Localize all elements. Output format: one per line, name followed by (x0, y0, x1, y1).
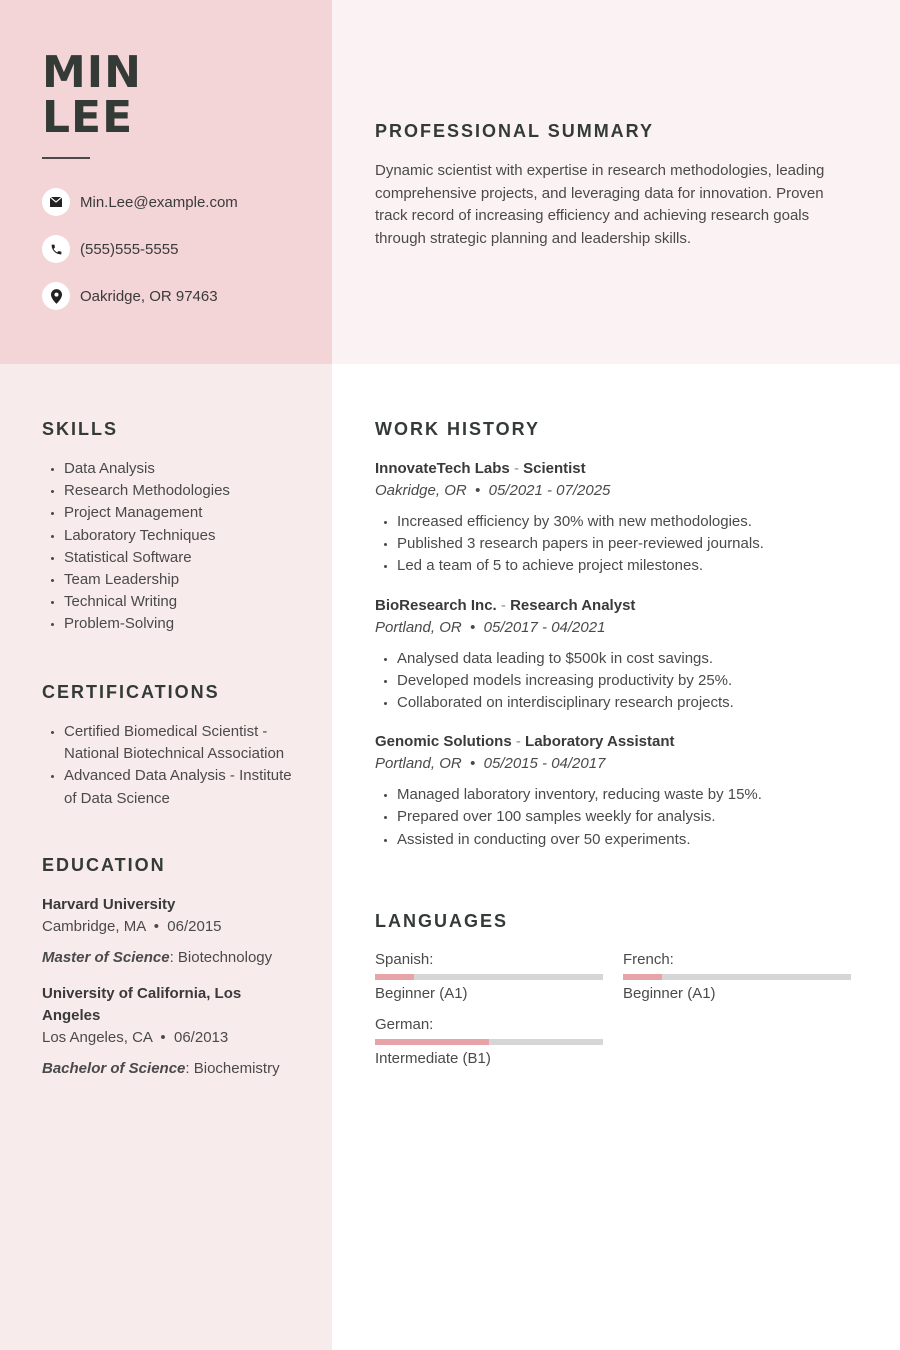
list-item: • Increased efficiency by 30% with new methodologies. (397, 511, 855, 533)
job-title: BioResearch Inc. - Research Analyst (375, 596, 636, 614)
name-divider (42, 157, 90, 159)
list-item: • Certified Biomedical Scientist - National Biotechnical Association (64, 721, 302, 765)
first-name: MIN (42, 47, 142, 98)
school-location: Cambridge, MA (42, 918, 146, 935)
certifications-list (42, 721, 302, 810)
graduation-date: 06/2013 (174, 1029, 229, 1046)
language-name: German: (375, 1016, 434, 1033)
job-entry (375, 595, 855, 715)
language-name: Spanish: (375, 951, 434, 968)
degree (42, 1058, 302, 1080)
list-item: • Collaborated on interdisciplinary research projects. (397, 692, 855, 714)
job-dates: 05/2015 - 04/2017 (483, 755, 606, 773)
job-entry (375, 458, 855, 578)
list-item: • Assisted in conducting over 50 experiments. (397, 829, 855, 851)
language-level: Beginner (A1) (623, 985, 716, 1002)
degree-field: : Biotechnology (169, 949, 273, 966)
school-location-date: Cambridge, MA • 06/2015 (42, 918, 222, 935)
summary-text: Dynamic scientist with expertise in research methodologies, leading comprehensive projects, and leveraging data for innovation. Proven track record of increasing efficiency and achieving research goals through strategic planning and leadership skills. (375, 162, 825, 247)
job-meta: Portland, OR • 05/2017 - 04/2021 (375, 618, 606, 636)
contact-phone[interactable] (42, 234, 238, 264)
list-item: • Data Analysis (64, 458, 302, 480)
school-location: Los Angeles, CA (42, 1029, 153, 1046)
proficiency-bar (375, 1039, 603, 1045)
language-item (375, 1015, 603, 1070)
certifications-section (42, 682, 302, 810)
list-item: • Analysed data leading to $500k in cost savings. (397, 648, 855, 670)
education-section (42, 855, 302, 1094)
education-entry (42, 894, 302, 969)
list-item: • Developed models increasing productivity by 25%. (397, 670, 855, 692)
job-location: Portland, OR (375, 755, 462, 773)
candidate-name (42, 47, 142, 143)
school-name: Harvard University (42, 896, 176, 913)
job-bullets (375, 648, 855, 715)
list-item: • Laboratory Techniques (64, 525, 302, 547)
list-item: • Led a team of 5 to achieve project milestones. (397, 555, 855, 577)
proficiency-fill (375, 1039, 489, 1045)
job-title: Genomic Solutions - Laboratory Assistant (375, 733, 675, 751)
languages-grid (375, 950, 855, 1070)
email-text: Min.Lee@example.com (80, 193, 238, 211)
job-bullets (375, 784, 855, 851)
list-item: • Technical Writing (64, 591, 302, 613)
job-location: Oakridge, OR (375, 482, 467, 499)
professional-summary (375, 121, 845, 250)
list-item: • Prepared over 100 samples weekly for analysis. (397, 806, 855, 828)
skills-heading: SKILLS (42, 419, 119, 439)
job-bullets (375, 511, 855, 578)
phone-text: (555)555-5555 (80, 240, 179, 258)
job-role: Scientist (523, 460, 586, 477)
list-item: • Project Management (64, 502, 302, 524)
location-text: Oakridge, OR 97463 (80, 287, 218, 305)
company-name: BioResearch Inc. (375, 596, 497, 614)
skills-section (42, 419, 302, 636)
proficiency-fill (375, 974, 414, 980)
summary-heading: PROFESSIONAL SUMMARY (375, 121, 655, 141)
list-item: • Published 3 research papers in peer-reviewed journals. (397, 533, 855, 555)
list-item: • Research Methodologies (64, 480, 302, 502)
list-item: • Advanced Data Analysis - Institute of Data Science (64, 765, 302, 809)
phone-icon (42, 235, 70, 263)
job-dates: 05/2021 - 07/2025 (488, 482, 611, 499)
envelope-icon (42, 188, 70, 216)
job-role: Research Analyst (510, 596, 636, 614)
degree (42, 947, 302, 969)
job-entry (375, 731, 855, 851)
graduation-date: 06/2015 (167, 918, 222, 935)
contact-info (42, 187, 238, 328)
last-name: LEE (42, 92, 134, 143)
job-location: Portland, OR (375, 618, 462, 636)
map-pin-icon (42, 282, 70, 310)
list-item: • Problem-Solving (64, 613, 302, 635)
language-level: Beginner (A1) (375, 985, 468, 1002)
work-history-heading: WORK HISTORY (375, 419, 541, 439)
school-name: University of California, Los Angeles (42, 985, 242, 1024)
education-heading: EDUCATION (42, 855, 166, 875)
proficiency-bar (375, 974, 603, 980)
list-item: • Team Leadership (64, 569, 302, 591)
degree-field: : Biochemistry (185, 1060, 280, 1077)
job-meta: Oakridge, OR • 05/2021 - 07/2025 (375, 482, 611, 499)
language-item (375, 950, 603, 1005)
degree-type: Master of Science (42, 949, 170, 966)
languages-section (375, 911, 855, 1070)
proficiency-fill (623, 974, 662, 980)
certifications-heading: CERTIFICATIONS (42, 682, 220, 702)
list-item: • Statistical Software (64, 547, 302, 569)
languages-heading: LANGUAGES (375, 911, 509, 931)
degree-type: Bachelor of Science (42, 1060, 186, 1077)
proficiency-bar (623, 974, 851, 980)
language-name: French: (623, 951, 674, 968)
skills-list (42, 458, 302, 636)
contact-email[interactable] (42, 187, 238, 217)
job-dates: 05/2017 - 04/2021 (483, 618, 606, 636)
job-title: InnovateTech Labs - Scientist (375, 460, 586, 477)
language-level: Intermediate (B1) (375, 1050, 491, 1067)
language-item (623, 950, 851, 1005)
list-item: • Managed laboratory inventory, reducing waste by 15%. (397, 784, 855, 806)
job-role: Laboratory Assistant (525, 733, 675, 751)
company-name: Genomic Solutions (375, 733, 512, 751)
work-history-section (375, 419, 855, 868)
education-entry (42, 983, 302, 1080)
job-meta: Portland, OR • 05/2015 - 04/2017 (375, 755, 606, 773)
school-location-date: Los Angeles, CA • 06/2013 (42, 1029, 229, 1046)
company-name: InnovateTech Labs (375, 460, 510, 477)
contact-location (42, 281, 238, 311)
